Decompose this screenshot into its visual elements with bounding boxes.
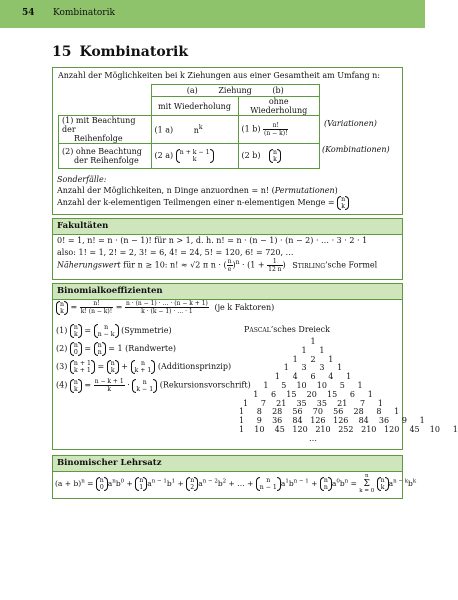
prop1-label: (1) [56, 326, 68, 335]
pascal-row: 1 1 [301, 345, 325, 355]
binomial-theorem-heading: Binomischer Lehrsatz [53, 456, 402, 472]
factorial-line1: 0! = 1, n! = n · (n − 1)! für n > 1, d. h. n! = n · (n − 1) · (n − 2) · … · 3 · 2 · 1 [57, 236, 368, 245]
row1b-denominator: (n − k)! [264, 130, 288, 137]
def-fraction1 [80, 300, 113, 315]
mit-wiederholung-header: mit Wiederholung [151, 97, 238, 116]
def-f2-den: k · (k − 1) · … · 1 [141, 308, 193, 315]
permutation-text: Anzahl der Möglichkeiten, n Dinge anzuordnen = n! ( [57, 186, 275, 195]
row2b-bottom: k [273, 156, 277, 163]
row2a-binomial [176, 149, 214, 163]
row2a-bottom: k [192, 156, 197, 163]
pascal-row: 1 3 3 1 [283, 363, 343, 373]
stirling-text-b: · (1 + [242, 260, 265, 270]
stirling-line: Näherungswert für n ≥ 10: n! ≈ √2 π n · ( $\frac{n}{e}$ )$^n$ · (1 + $\frac{1}{12 n}$ ) Stirling’sche Formel [57, 258, 378, 273]
prop3-lhs: n + 1 k + 1 [70, 360, 95, 374]
row1b-label: (1 b) [241, 124, 261, 134]
prop2-lhs: n 0 [70, 342, 82, 356]
stirling-frac2-num: 1 [267, 258, 282, 266]
chapter-title: Kombinatorik [53, 8, 115, 18]
row2b-label: (2 b) [241, 151, 261, 160]
sonderfaelle-label: Sonderfälle: [57, 175, 107, 184]
row1-label-line2: Reihenfolge [74, 134, 123, 143]
prop2-text: = 1 (Randwerte) [108, 344, 176, 353]
pascal-row: 1 4 6 4 1 [274, 372, 352, 382]
subset-text: Anzahl der k-elementigen Teilmengen einer n-elementigen Menge = [57, 198, 335, 207]
row1a-exponent: k [198, 124, 203, 132]
pascal-row: 1 2 1 [292, 354, 334, 364]
prop3-rhs2: n k + 1 [131, 360, 156, 374]
prop4-frac-num: n − k + 1 [94, 378, 124, 385]
variationen-tag: (Variationen) [324, 119, 377, 128]
theorem-term-n1: n n − 1 [256, 477, 281, 491]
pascal-row: 1 6 15 20 15 6 1 [253, 389, 373, 399]
stirling-text-c: ) [282, 260, 286, 270]
row2a-top: n + k − 1 [179, 149, 210, 156]
prop1-rhs: n n − k [94, 324, 119, 338]
prop4-label: (4) [56, 380, 68, 390]
pascal-title [244, 325, 330, 334]
pascal-row: 1 9 36 84 126 126 84 36 9 1 [239, 416, 425, 426]
stirling-fraction [227, 258, 233, 273]
page-header-bar [0, 0, 425, 28]
col-ziehung-label: Ziehung [218, 86, 252, 95]
permutation-line [57, 186, 338, 195]
pascal-name: Pascal [244, 325, 271, 334]
theorem-lhs: (a + b) [55, 479, 82, 488]
pascal-triangle [239, 337, 458, 444]
sum-top: n [364, 473, 369, 479]
pascal-title-rest: ’sches Dreieck [270, 325, 330, 334]
binomial-heading: Binomialkoeffizienten [53, 284, 402, 300]
binomial-theorem-formula: $(a + b)^n$ = n 0 $a^nb^0$ + n 1 $a^{n - 1}b^1$ + n 2 $a^{n - 2}b^2$ + … + n n − 1 $a^1b^{n - 1}$ + n n $a^0b^n$ = n Σ k = 0 n k $a^{n - k}b^k$ [55, 473, 417, 494]
row2b-top: n [273, 149, 278, 156]
stirling-exponent: n [235, 258, 240, 266]
property-3: (3) n + 1 k + 1 = n k + n k + 1 (Additionsprinzip) [56, 360, 232, 374]
row1-label-line1: (1) mit Beachtung der [62, 116, 136, 134]
factorial-line2: also: 1! = 1, 2! = 2, 3! = 6, 4! = 24, 5! = 120, 6! = 720, … [57, 248, 294, 257]
section-number: 15 [52, 44, 72, 60]
factorial-heading: Fakultäten [53, 219, 402, 235]
def-f1-den: k! (n − k)! [80, 308, 113, 315]
row2a-label: (2 a) [154, 151, 174, 160]
theorem-term-2: n 2 [186, 477, 198, 491]
pascal-row: 1 8 28 56 70 56 28 8 1 [239, 407, 400, 417]
pascal-row: 1 7 21 35 35 21 7 1 [243, 398, 383, 408]
def-binomial [56, 301, 68, 315]
prop3-text: (Additionsprinzip) [157, 362, 232, 371]
row1b-numerator: n! [263, 122, 288, 130]
row1a-label: (1 a) [154, 125, 174, 135]
page-number: 54 [22, 8, 35, 18]
stirling-frac2-den: 12 n [268, 266, 282, 273]
stirling-frac-num: n [227, 258, 232, 265]
ohne-wiederholung-header: ohne Wiederholung [238, 97, 320, 116]
prop4-fraction [94, 378, 125, 393]
def-tail: (je k Faktoren) [214, 302, 275, 312]
theorem-term-1: n 1 [135, 477, 147, 491]
prop3-label: (3) [56, 362, 68, 371]
col-a-label: (a) [186, 86, 198, 95]
theorem-term-n: n n [320, 477, 332, 491]
prop4-lhs: n k [70, 379, 82, 393]
stirling-frac-den: e [227, 266, 232, 273]
prop1-lhs: n k [70, 324, 82, 338]
def-top: n [60, 300, 64, 308]
row2b-binomial [269, 149, 281, 163]
def-fraction2 [125, 300, 209, 315]
counting-intro: Anzahl der Möglichkeiten bei k Ziehungen aus einer Gesamtheit am Umfang n: [58, 71, 381, 80]
pascal-row: 1 10 45 120 210 252 210 120 45 10 1 [239, 424, 458, 434]
theorem-term-0: n 0 [96, 477, 108, 491]
col-b-label: (b) [272, 86, 284, 95]
stirling-text-a: für n ≥ 10: n! ≈ √2 π n · [120, 260, 221, 270]
counting-table [58, 84, 320, 169]
def-f1-num: n! [80, 300, 113, 308]
stirling-italic: Näherungswert [57, 260, 121, 270]
section-name: Kombinatorik [79, 44, 189, 60]
property-1: (1) n k = n n − k (Symmetrie) [56, 324, 172, 338]
permutation-italic: Permutationen [274, 186, 335, 195]
property-4: (4) n k = $\frac{n - k + 1}{k}$ · n k − 1 (Rekursionsvorschrift) [56, 378, 251, 393]
property-2: (2) n 0 = n n = 1 (Randwerte) [56, 342, 176, 356]
def-f2-num: n · (n − 1) · … · (n − k + 1) [125, 300, 208, 307]
subset-top: n [341, 196, 346, 203]
prop3-rhs1: n k [107, 360, 119, 374]
permutation-close: ) [334, 186, 338, 195]
theorem-term-k: n k [377, 477, 389, 491]
prop2-label: (2) [56, 344, 68, 353]
row2-label-line1: (2) ohne Beachtung [62, 147, 142, 156]
theorem-sum: n Σ k = 0 [359, 473, 375, 494]
row1b-fraction [263, 122, 288, 137]
section-title [52, 44, 188, 60]
row2-label-line2: der Reihenfolge [74, 156, 139, 165]
stirling-name: Stirling [292, 260, 325, 270]
sum-bottom: k = 0 [359, 488, 375, 494]
row1a-formula: n [193, 125, 199, 135]
stirling-text-d: ’sche Formel [325, 260, 378, 270]
pascal-row: 1 [310, 337, 316, 346]
def-bottom: k [60, 307, 64, 315]
kombinationen-tag: (Kombinationen) [322, 145, 390, 154]
pascal-row: … [309, 433, 317, 443]
binomial-definition: n k = $\frac{n!}{k! (n - k)!}$ = $\frac{n \cdot (n - 1) \cdot \dots \cdot (n - k + 1)}{k \cdot (k - 1) \cdot \dots \cdot 1}$ (je k Faktoren) [56, 300, 274, 315]
prop1-text: (Symmetrie) [121, 326, 172, 335]
prop4-rhs: n k − 1 [132, 379, 157, 393]
subset-line [57, 196, 349, 210]
prop2-rhs: n n [94, 342, 106, 356]
subset-bottom: k [341, 203, 346, 210]
prop4-frac-den: k [107, 386, 112, 393]
theorem-lhs-exp: n [81, 478, 85, 485]
subset-binomial [337, 196, 349, 210]
prop4-text: (Rekursionsvorschrift) [159, 380, 251, 390]
pascal-row: 1 5 10 10 5 1 [263, 380, 363, 390]
stirling-fraction2 [267, 258, 282, 273]
